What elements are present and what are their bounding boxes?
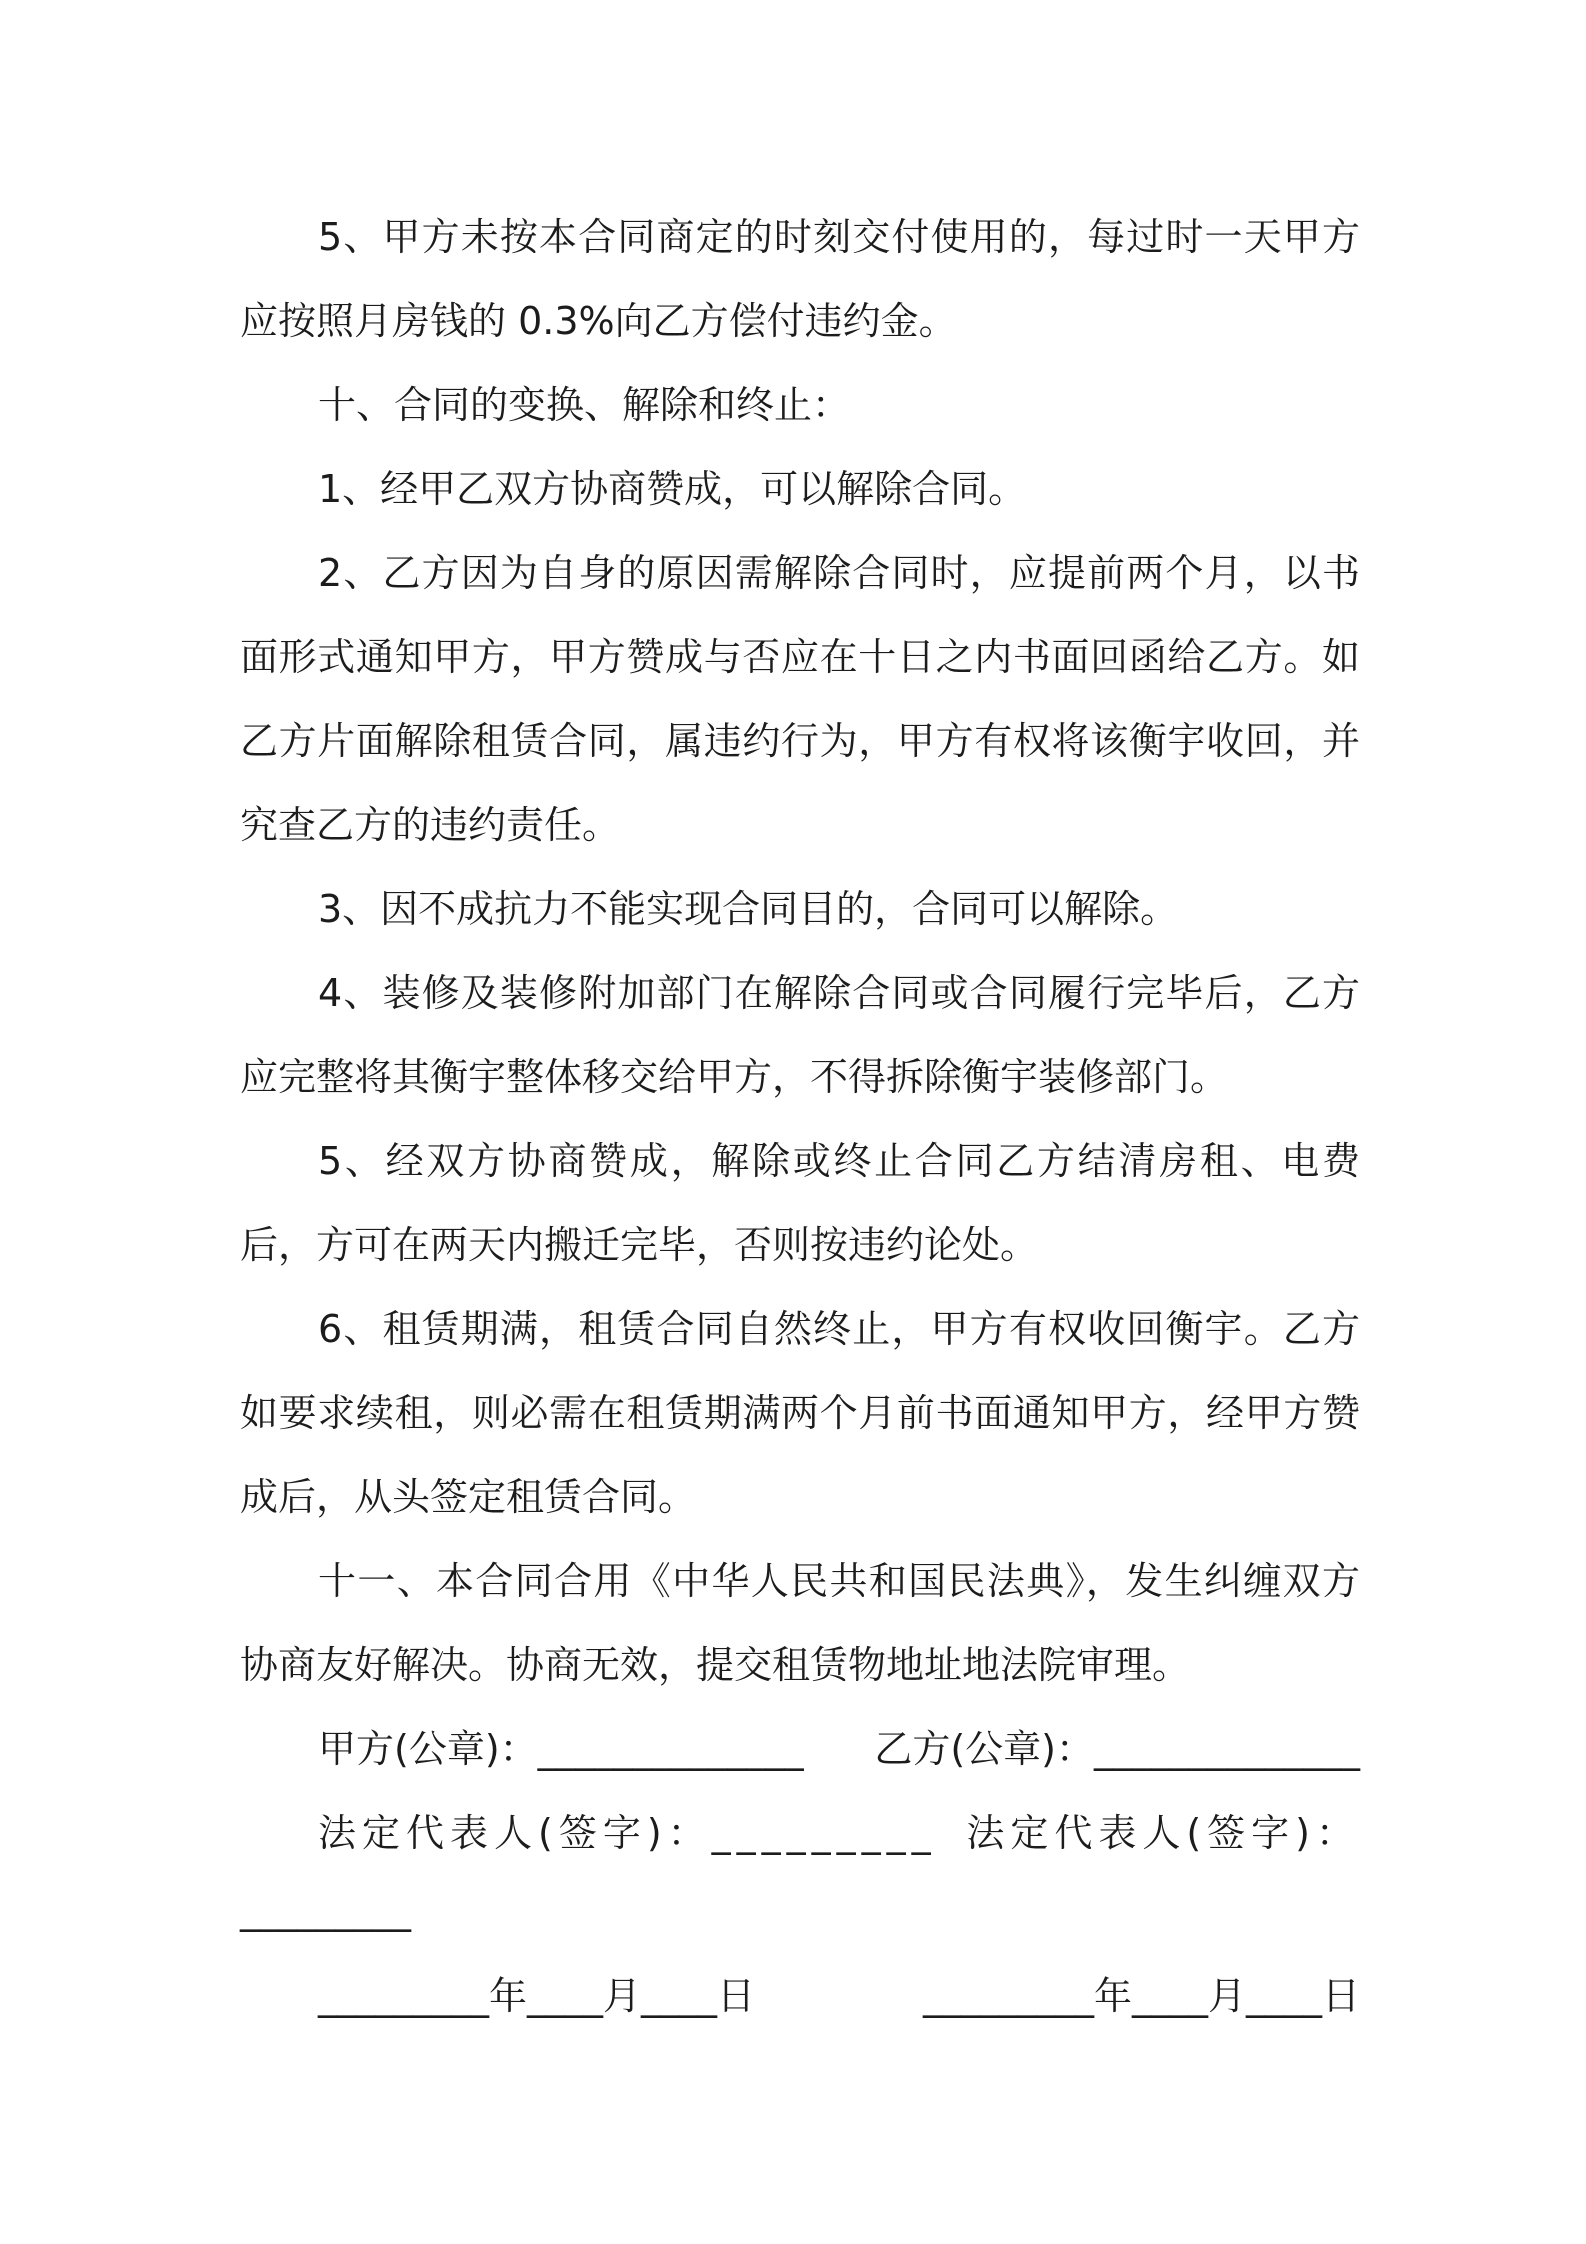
party-a-seal-line: 甲方(公章)：______________: [318, 1727, 804, 1771]
clause-10-3: 3、因不成抗力不能实现合同目的，合同可以解除。: [318, 887, 1179, 931]
clause-10-4: 4、装修及装修附加部门在解除合同或合同履行完毕后，乙方应完整将其衡宇整体移交给甲方，不得拆除衡宇装修部门。: [240, 971, 1360, 1099]
clause-10-2: 2、乙方因为自身的原因需解除合同时，应提前两个月，以书面形式通知甲方，甲方赞成与否应在十日之内书面回函给乙方。如乙方片面解除租赁合同，属违约行为，甲方有权将该衡宇收回，并究查乙方的违约责任。: [240, 551, 1360, 847]
seal-signature-row: [240, 1707, 1360, 1791]
section-10-heading: 十、合同的变换、解除和终止：: [318, 383, 851, 427]
section-11-clause: 十一、本合同合用《中华人民共和国民法典》，发生纠缠双方协商友好解决。协商无效，提交租赁物地址地法院审理。: [240, 1559, 1360, 1687]
party-b-representative-label: 法定代表人(签字)：: [966, 1811, 1360, 1855]
clause-10-1: 1、经甲乙双方协商赞成，可以解除合同。: [318, 467, 1027, 511]
party-b-date-line: _________年____月____日: [922, 1974, 1360, 2018]
contract-body: [240, 195, 1360, 1875]
date-row: [240, 1954, 1360, 2038]
clause-10-6: 6、租赁期满，租赁合同自然终止，甲方有权收回衡宇。乙方如要求续租，则必需在租赁期满两个月前书面通知甲方，经甲方赞成后，从头签定租赁合同。: [240, 1307, 1360, 1519]
representative-signature-row: [240, 1791, 1360, 1875]
party-a-representative-line: 法定代表人(签字)：_________: [318, 1811, 937, 1855]
party-b-seal-line: 乙方(公章)：______________: [874, 1727, 1360, 1771]
clause-10-5: 5、经双方协商赞成，解除或终止合同乙方结清房租、电费后，方可在两天内搬迁完毕，否则按违约论处。: [240, 1139, 1360, 1267]
clause-9-5-penalty: 5、甲方未按本合同商定的时刻交付使用的，每过时一天甲方应按照月房钱的 0.3%向乙方偿付违约金。: [240, 215, 1360, 343]
party-a-date-line: _________年____月____日: [318, 1974, 756, 2018]
party-b-representative-blank: _________: [240, 1888, 411, 1932]
